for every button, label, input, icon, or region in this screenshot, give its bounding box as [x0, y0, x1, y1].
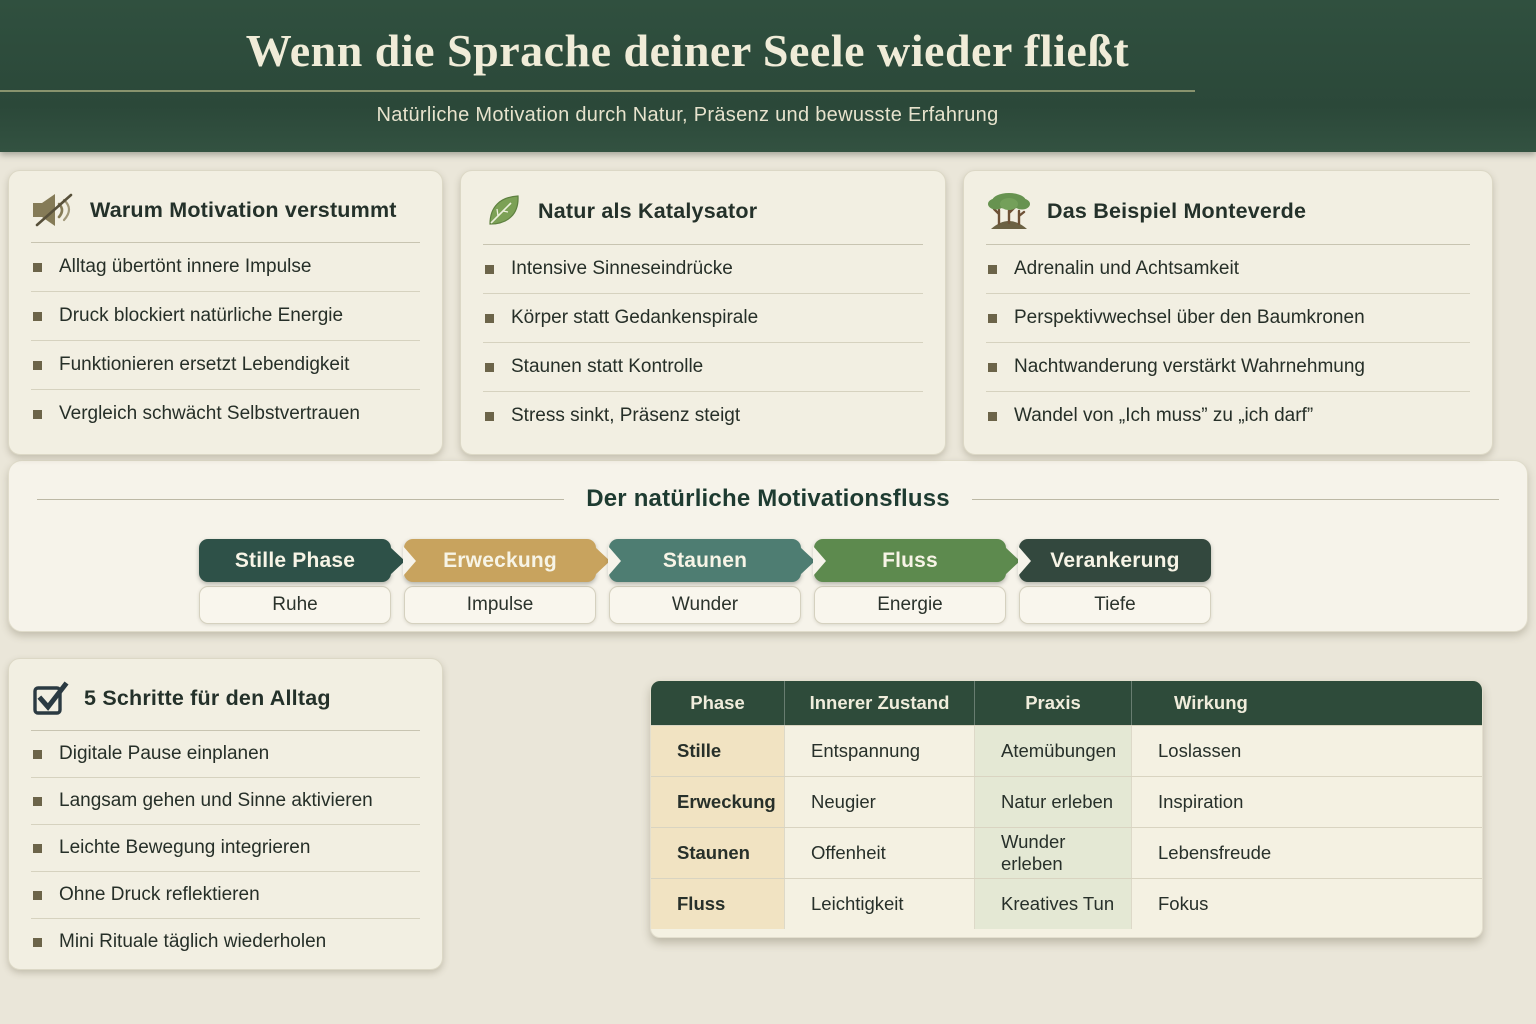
square-bullet-icon — [33, 750, 42, 759]
list-item: Ohne Druck reflektieren — [31, 872, 420, 919]
stage-staunen — [609, 539, 801, 624]
page-title: Wenn die Sprache deiner Seele wieder fließt — [245, 25, 1130, 76]
list-item: Staunen statt Kontrolle — [483, 343, 923, 392]
card-title: Natur als Katalysator — [538, 198, 758, 223]
stage-banner: Verankerung — [1019, 539, 1211, 582]
motivation-flow-panel — [8, 460, 1528, 632]
list-item: Digitale Pause einplanen — [31, 731, 420, 778]
card-list — [31, 243, 420, 438]
card-5-schritte — [8, 658, 443, 970]
cell-praxis: Atemübungen — [975, 726, 1132, 776]
card-title: Das Beispiel Monteverde — [1047, 198, 1307, 223]
phases-table — [650, 680, 1483, 938]
table-row — [651, 827, 1482, 878]
square-bullet-icon — [988, 363, 997, 372]
card-title: Warum Motivation verstummt — [90, 197, 397, 222]
stage-fluss — [814, 539, 1006, 624]
flow-header — [37, 485, 1499, 513]
column-header-praxis: Praxis — [975, 681, 1132, 725]
page-subtitle: Natürliche Motivation durch Natur, Präsenz und bewusste Erfahrung — [376, 104, 999, 126]
checkbox-icon — [31, 679, 69, 717]
table-row — [651, 776, 1482, 827]
list-item: Perspektivwechsel über den Baumkronen — [986, 294, 1470, 343]
cell-innerer-zustand: Neugier — [785, 777, 975, 827]
square-bullet-icon — [33, 361, 42, 370]
square-bullet-icon — [485, 412, 494, 421]
table-row — [651, 878, 1482, 929]
list-item: Langsam gehen und Sinne aktivieren — [31, 778, 420, 825]
card-title: 5 Schritte für den Alltag — [84, 685, 331, 710]
stage-sublabel: Wunder — [609, 586, 801, 624]
list-item: Intensive Sinneseindrücke — [483, 245, 923, 294]
square-bullet-icon — [988, 314, 997, 323]
card-list — [483, 245, 923, 440]
list-item: Adrenalin und Achtsamkeit — [986, 245, 1470, 294]
list-item: Vergleich schwächt Selbstvertrauen — [31, 390, 420, 438]
cell-phase: Stille — [651, 726, 785, 776]
muted-speaker-icon — [31, 191, 75, 229]
square-bullet-icon — [485, 363, 494, 372]
stage-banner: Staunen — [609, 539, 801, 582]
list-item: Leichte Bewegung integrieren — [31, 825, 420, 872]
card-header — [986, 191, 1470, 245]
cell-innerer-zustand: Offenheit — [785, 828, 975, 878]
stage-verankerung — [1019, 539, 1211, 624]
stage-sublabel: Ruhe — [199, 586, 391, 624]
list-item: Mini Rituale täglich wiederholen — [31, 919, 420, 965]
stage-banner: Erweckung — [404, 539, 596, 582]
list-item: Körper statt Gedankenspirale — [483, 294, 923, 343]
column-header-wirkung: Wirkung — [1174, 692, 1248, 713]
square-bullet-icon — [33, 844, 42, 853]
page-header — [0, 0, 1536, 152]
cell-praxis: Wunder erleben — [975, 828, 1132, 878]
cell-wirkung: Inspiration — [1132, 777, 1482, 827]
stage-sublabel: Tiefe — [1019, 586, 1211, 624]
card-list — [31, 731, 420, 965]
square-bullet-icon — [33, 410, 42, 419]
square-bullet-icon — [33, 797, 42, 806]
column-header-innerer-zustand: Innerer Zustand — [785, 681, 975, 725]
top-cards-row — [0, 170, 1536, 455]
cell-phase: Staunen — [651, 828, 785, 878]
flow-title: Der natürliche Motivationsfluss — [586, 485, 950, 512]
cell-praxis: Kreatives Tun — [975, 879, 1132, 929]
square-bullet-icon — [33, 263, 42, 272]
card-das-beispiel-monteverde — [963, 170, 1493, 455]
table-header-row — [651, 681, 1482, 725]
square-bullet-icon — [988, 412, 997, 421]
cell-phase: Erweckung — [651, 777, 785, 827]
leaf-icon — [483, 191, 523, 231]
stage-sublabel: Energie — [814, 586, 1006, 624]
cell-phase: Fluss — [651, 879, 785, 929]
card-natur-als-katalysator — [460, 170, 946, 455]
square-bullet-icon — [33, 312, 42, 321]
card-list — [986, 245, 1470, 440]
square-bullet-icon — [33, 938, 42, 947]
list-item: Stress sinkt, Präsenz steigt — [483, 392, 923, 440]
list-item: Nachtwanderung verstärkt Wahrnehmung — [986, 343, 1470, 392]
card-header — [31, 191, 420, 243]
list-item: Alltag übertönt innere Impulse — [31, 243, 420, 292]
cell-wirkung: Fokus — [1132, 879, 1482, 929]
square-bullet-icon — [988, 265, 997, 274]
stage-erweckung — [404, 539, 596, 624]
square-bullet-icon — [485, 314, 494, 323]
stage-stille-phase — [199, 539, 391, 624]
list-item: Funktionieren ersetzt Lebendigkeit — [31, 341, 420, 390]
stage-banner: Fluss — [814, 539, 1006, 582]
header-divider — [0, 90, 1195, 92]
cell-innerer-zustand: Entspannung — [785, 726, 975, 776]
flow-divider-right — [972, 499, 1499, 500]
card-header — [483, 191, 923, 245]
flow-divider-left — [37, 499, 564, 500]
stage-banner: Stille Phase — [199, 539, 391, 582]
card-warum-motivation-verstummt — [8, 170, 443, 455]
list-item: Wandel von „Ich muss” zu „ich darf” — [986, 392, 1470, 440]
card-header — [31, 679, 420, 731]
cell-wirkung: Loslassen — [1132, 726, 1482, 776]
list-item: Druck blockiert natürliche Energie — [31, 292, 420, 341]
flow-stages-row — [199, 539, 1499, 624]
cell-innerer-zustand: Leichtigkeit — [785, 879, 975, 929]
bottom-section — [0, 658, 1536, 988]
cell-praxis: Natur erleben — [975, 777, 1132, 827]
column-header-phase: Phase — [651, 681, 785, 725]
square-bullet-icon — [33, 891, 42, 900]
tree-icon — [986, 191, 1032, 231]
cell-wirkung: Lebensfreude — [1132, 828, 1482, 878]
stage-sublabel: Impulse — [404, 586, 596, 624]
square-bullet-icon — [485, 265, 494, 274]
table-row — [651, 725, 1482, 776]
